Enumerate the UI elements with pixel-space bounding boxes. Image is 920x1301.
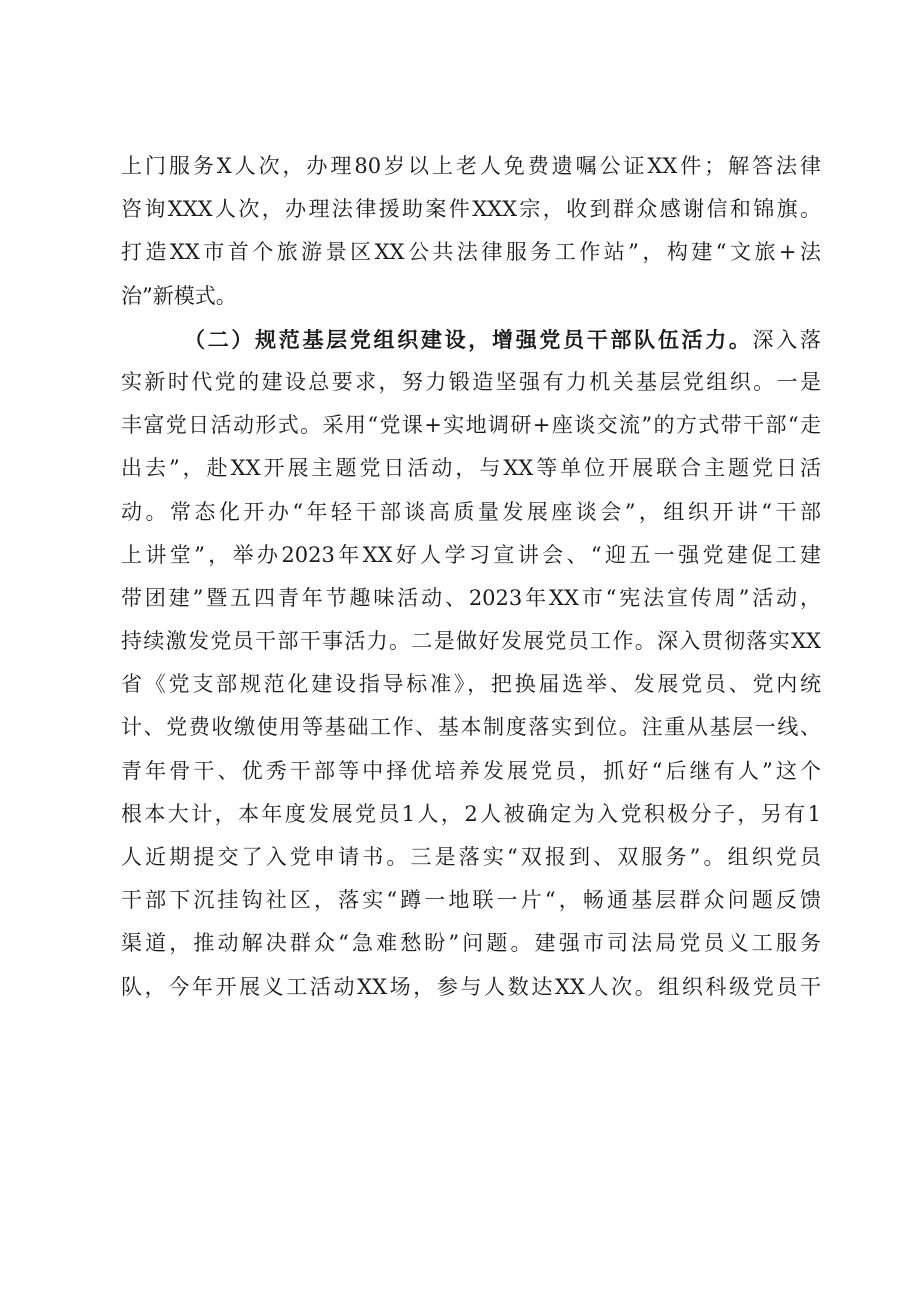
section-heading: （二）规范基层党组织建设，增强党员干部队伍活力。 bbox=[184, 326, 753, 352]
paragraph2-line-3: 丰富党日活动形式。采用“党课+实地调研+座谈交流”的方式带干部“走 bbox=[121, 413, 821, 438]
paragraph2-line-13: 人近期提交了入党申请书。三是落实“双报到、双服务”。组织党员 bbox=[121, 845, 821, 869]
paragraph2-line-10: 计、党费收缴使用等基础工作、基本制度落实到位。注重从基层一线、 bbox=[121, 715, 821, 740]
paragraph2-line-4: 出去”，赴XX开展主题党日活动，与XX等单位开展联合主题党日活 bbox=[121, 456, 821, 481]
paragraph2-line-7: 带团建”暨五四青年节趣味活动、2023年XX市“宪法宣传周”活动， bbox=[121, 585, 821, 610]
paragraph2-line-15: 渠道，推动解决群众“急难愁盼”问题。建强市司法局党员义工服务 bbox=[121, 931, 821, 956]
paragraph2-line-12: 根本大计，本年度发展党员1人，2人被确定为入党积极分子，另有1 bbox=[121, 801, 821, 826]
paragraph2-line-9: 省《党支部规范化建设指导标准》，把换届选举、发展党员、党内统 bbox=[121, 672, 821, 697]
paragraph2-first-line bbox=[121, 318, 821, 361]
paragraph2-line-6: 上讲堂”，举办2023年XX好人学习宣讲会、“迎五一强党建促工建 bbox=[121, 542, 821, 567]
paragraph2-line-2: 实新时代党的建设总要求，努力锻造坚强有力机关基层党组织。一是 bbox=[121, 369, 821, 394]
paragraph2-line-16: 队，今年开展义工活动XX场，参与人数达XX人次。组织科级党员干 bbox=[121, 974, 821, 999]
paragraph1-line-2: 咨询XXX人次，办理法律援助案件XXX宗，收到群众感谢信和锦旗。 bbox=[121, 197, 821, 222]
paragraph2-line-8: 持续激发党员干部干事活力。二是做好发展党员工作。深入贯彻落实XX bbox=[121, 629, 821, 654]
paragraph1-line-3: 打造XX市首个旅游景区XX公共法律服务工作站”，构建“文旅+法 bbox=[121, 240, 821, 265]
paragraph1-line-4: 治”新模式。 bbox=[121, 283, 237, 308]
paragraph2-line-14: 干部下沉挂钩社区，落实“蹲一地联一片“，畅通基层群众问题反馈 bbox=[121, 888, 821, 913]
document-body bbox=[121, 145, 821, 1009]
paragraph2-line-11: 青年骨干、优秀干部等中择优培养发展党员，抓好“后继有人”这个 bbox=[121, 758, 821, 783]
paragraph1-line-1: 上门服务X人次，办理80岁以上老人免费遗嘱公证XX件；解答法律 bbox=[121, 154, 821, 178]
paragraph2-line-5: 动。常态化开办“年轻干部谈高质量发展座谈会”，组织开讲“干部 bbox=[121, 499, 821, 524]
paragraph2-first-line-rest: 深入落 bbox=[752, 327, 822, 352]
